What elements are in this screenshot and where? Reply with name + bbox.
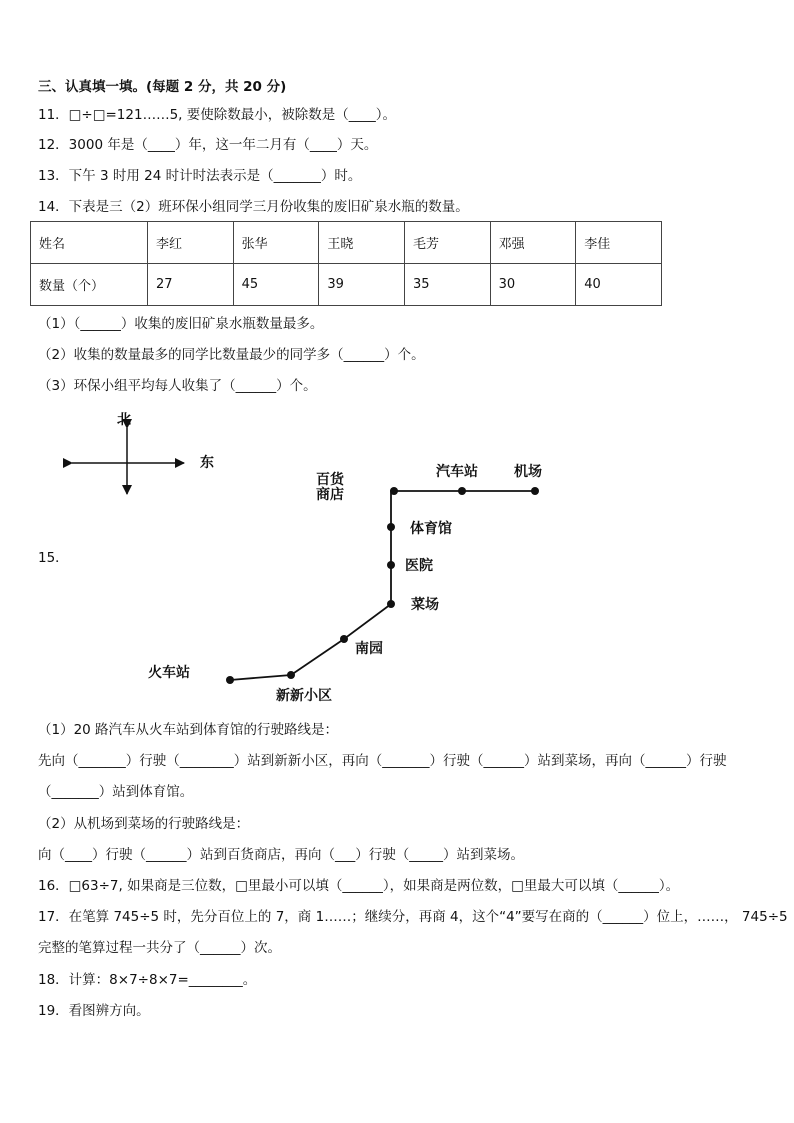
question-13: 13．下午 3 时用 24 时计时法表示是（_______）时。 [38, 168, 362, 184]
question-11: 11．□÷□=121……5, 要使除数最小，被除数是（____）。 [38, 107, 397, 123]
question-16: 16．□63÷7, 如果商是三位数，□里最小可以填（______），如果商是两位数，□里最大可以填（______）。 [38, 878, 680, 894]
question-15-part-2: （2）从机场到菜场的行驶路线是： [38, 816, 250, 832]
question-15-part-2-line-a: 向（____）行驶（______）站到百货商店，再向（___）行驶（_____）站到菜场。 [38, 847, 524, 863]
airport-stop [531, 487, 539, 495]
question-14-part-1: （1）（______）收集的废旧矿泉水瓶数量最多。 [38, 316, 324, 332]
table-cell: 姓名 [31, 222, 148, 264]
stop-labels [148, 463, 542, 704]
question-12: 12．3000 年是（____）年，这一年二月有（____）天。 [38, 137, 378, 153]
question-17-line-a: 17．在笔算 745÷5 时，先分百位上的 7，商 1……；继续分，再商 4，这个“4”要写在商的（______）位上，……， 745÷5 [38, 909, 788, 925]
xinxin-label: 新新小区 [276, 688, 332, 704]
nanyuan-label: 南园 [355, 641, 383, 657]
dept-store-label-2: 商店 [316, 487, 344, 503]
xinxin-stop [287, 671, 295, 679]
east-label: 东 [200, 455, 214, 471]
train-station-label: 火车站 [148, 665, 190, 681]
question-15-part-1-line-b: （_______）站到体育馆。 [38, 784, 194, 800]
table-cell: 邓强 [490, 222, 576, 264]
market-stop [387, 600, 395, 608]
table-cell: 39 [319, 264, 405, 306]
bottle-count-table [30, 221, 662, 306]
question-15-part-1-line-a: 先向（_______）行驶（________）站到新新小区，再向（_______）行驶（______）站到菜场，再向（______）行驶 [38, 753, 727, 769]
table-cell: 王晓 [319, 222, 405, 264]
stadium-label: 体育馆 [410, 521, 452, 537]
dept-store-label-1: 百货 [316, 472, 344, 488]
table-cell: 张华 [233, 222, 319, 264]
market-label: 菜场 [411, 597, 439, 613]
stadium-stop [387, 523, 395, 531]
question-14-part-2: （2）收集的数量最多的同学比数量最少的同学多（______）个。 [38, 347, 425, 363]
question-15-part-1: （1）20 路汽车从火车站到体育馆的行驶路线是： [38, 722, 339, 738]
section-title: 三、认真填一填。(每题 2 分，共 20 分) [38, 79, 287, 95]
route-map [0, 400, 794, 710]
hospital-stop [387, 561, 395, 569]
compass [72, 412, 214, 494]
table-row [31, 264, 662, 306]
question-19: 19．看图辨方向。 [38, 1003, 150, 1019]
question-15-number: 15． [38, 550, 69, 566]
train-station-stop [226, 676, 234, 684]
table-cell: 45 [233, 264, 319, 306]
table-cell: 毛芳 [404, 222, 490, 264]
table-cell: 数量（个） [31, 264, 148, 306]
table-cell: 30 [490, 264, 576, 306]
table-cell: 李佳 [576, 222, 662, 264]
table-cell: 李红 [148, 222, 234, 264]
table-cell: 40 [576, 264, 662, 306]
bus-station-label: 汽车站 [436, 464, 478, 480]
nanyuan-stop [340, 635, 348, 643]
hospital-label: 医院 [405, 558, 433, 574]
table-row [31, 222, 662, 264]
question-17-line-b: 完整的笔算过程一共分了（______）次。 [38, 940, 281, 956]
airport-label: 机场 [514, 464, 542, 480]
dept-store-stop [390, 487, 398, 495]
table-cell: 35 [404, 264, 490, 306]
question-14-part-3: （3）环保小组平均每人收集了（______）个。 [38, 378, 317, 394]
question-14: 14．下表是三（2）班环保小组同学三月份收集的废旧矿泉水瓶的数量。 [38, 199, 469, 215]
bus-station-stop [458, 487, 466, 495]
table-cell: 27 [148, 264, 234, 306]
north-label: 北 [117, 412, 131, 428]
question-18: 18．计算：8×7÷8×7=________。 [38, 972, 257, 988]
